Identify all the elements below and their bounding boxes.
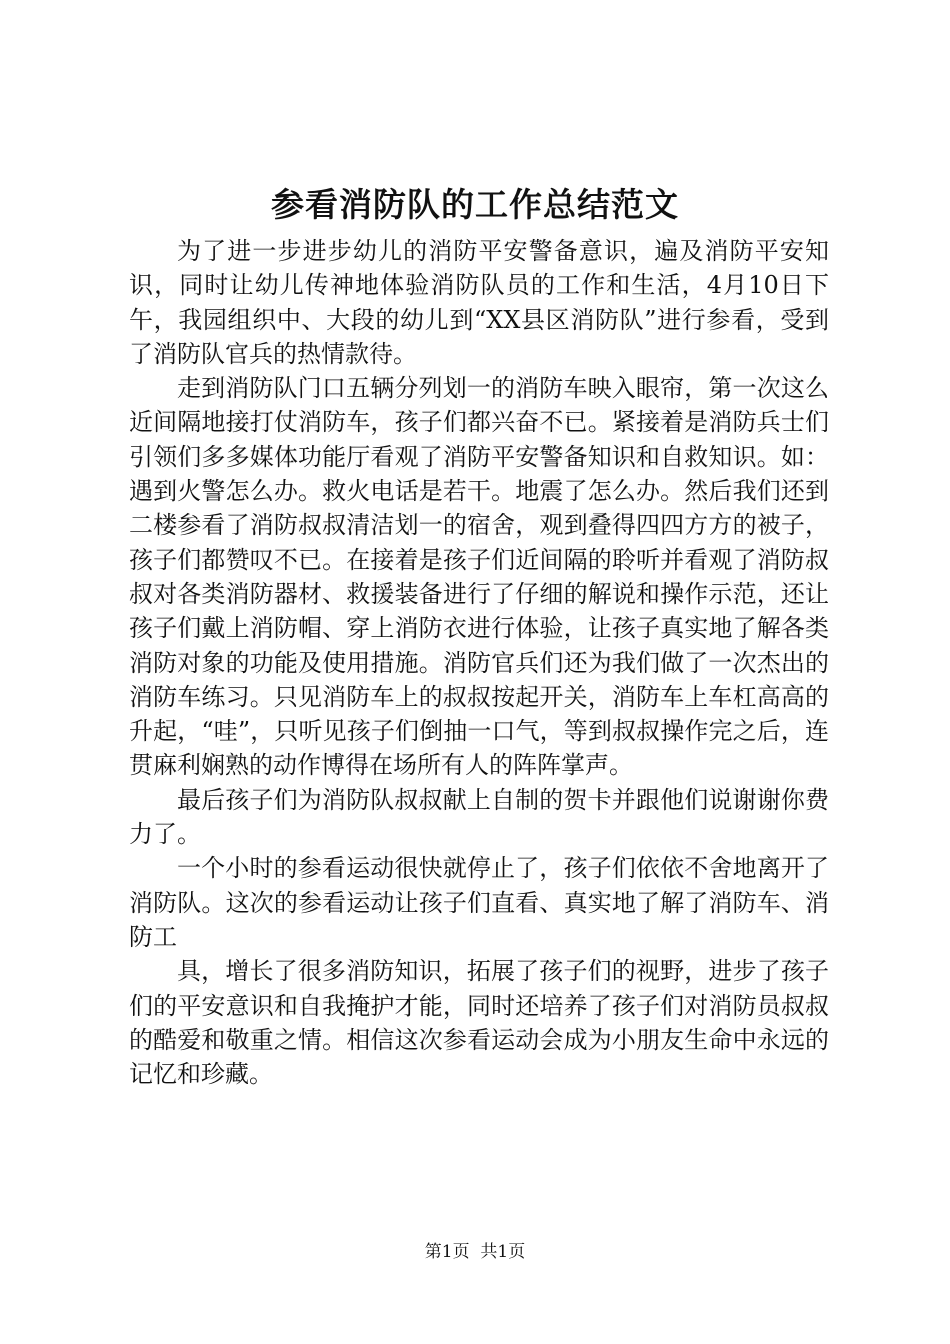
page-total: 共1页: [480, 1242, 526, 1262]
paragraph-1: 为了进一步进步幼儿的消防平安警备意识，遍及消防平安知识，同时让幼儿传神地体验消防队员的工作和生活，4月10日下午，我园组织中、大段的幼儿到“XX县区消防队”进行参看，受到了消防队官兵的热情款待。: [129, 237, 829, 368]
paragraph-3: 最后孩子们为消防队叔叔献上自制的贺卡并跟他们说谢谢你费力了。: [129, 785, 829, 849]
page-footer: [0, 1240, 950, 1264]
paragraph-4: 一个小时的参看运动很快就停止了，孩子们依依不舍地离开了消防队。这次的参看运动让孩子们直看、真实地了解了消防车、消防工: [129, 854, 829, 951]
paragraph-2: 走到消防队门口五辆分列划一的消防车映入眼帘，第一次这么近间隔地接打仗消防车，孩子们都兴奋不已。紧接着是消防兵士们引领们多多媒体功能厅看观了消防平安警备知识和自救知识。如：遇到火警怎么办。救火电话是若干。地震了怎么办。然后我们还到二楼参看了消防叔叔清洁划一的宿舍，观到叠得四四方方的被子，孩子们都赞叹不已。在接着是孩子们近间隔的聆听并看观了消防叔叔对各类消防器材、救援装备进行了仔细的解说和操作示范，还让孩子们戴上消防帽、穿上消防衣进行体验，让孩子真实地了解各类消防对象的功能及使用措施。消防官兵们还为我们做了一次杰出的消防车练习。只见消防车上的叔叔按起开关，消防车上车杠高高的升起，“哇”，只听见孩子们倒抽一口气，等到叔叔操作完之后，连贯麻利娴熟的动作博得在场所有人的阵阵掌声。: [129, 374, 829, 780]
document-body: [129, 234, 829, 1091]
footer-spacer: [470, 1242, 481, 1262]
document-title: 参看消防队的工作总结范文: [271, 185, 679, 224]
page-number: 第1页: [424, 1242, 470, 1262]
paragraph-5: 具，增长了很多消防知识，拓展了孩子们的视野，进步了孩子们的平安意识和自我掩护才能，同时还培养了孩子们对消防员叔叔的酷爱和敬重之情。相信这次参看运动会成为小朋友生命中永远的记忆和珍藏。: [129, 957, 829, 1089]
